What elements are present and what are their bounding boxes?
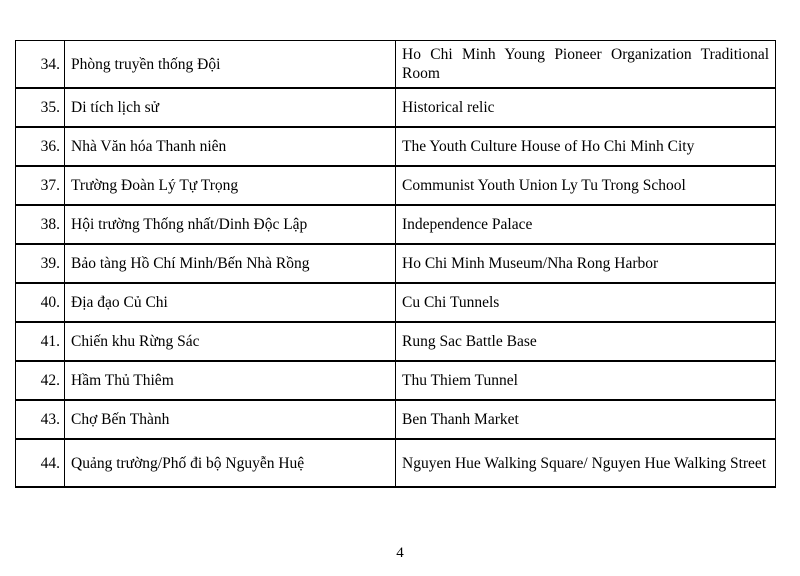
table-row bbox=[16, 283, 776, 322]
row-number: 44. bbox=[16, 439, 65, 487]
row-number: 34. bbox=[16, 41, 65, 89]
row-number: 38. bbox=[16, 205, 65, 244]
page-number: 4 bbox=[396, 545, 404, 561]
vietnamese-term: Chợ Bến Thành bbox=[65, 400, 396, 439]
table-row bbox=[16, 205, 776, 244]
row-number: 42. bbox=[16, 361, 65, 400]
table-row bbox=[16, 127, 776, 166]
english-term: Independence Palace bbox=[396, 205, 776, 244]
vietnamese-term: Nhà Văn hóa Thanh niên bbox=[65, 127, 396, 166]
table-row bbox=[16, 88, 776, 127]
table-row bbox=[16, 244, 776, 283]
vietnamese-term: Bảo tàng Hồ Chí Minh/Bến Nhà Rồng bbox=[65, 244, 396, 283]
english-term: Nguyen Hue Walking Square/ Nguyen Hue Walking Street bbox=[396, 439, 776, 487]
table-row bbox=[16, 361, 776, 400]
english-term: Ho Chi Minh Museum/Nha Rong Harbor bbox=[396, 244, 776, 283]
row-number: 41. bbox=[16, 322, 65, 361]
english-term: Ho Chi Minh Young Pioneer Organization Traditional Room bbox=[396, 41, 776, 89]
english-term: Historical relic bbox=[396, 88, 776, 127]
table-row bbox=[16, 41, 776, 89]
english-term: Ben Thanh Market bbox=[396, 400, 776, 439]
vietnamese-term: Di tích lịch sử bbox=[65, 88, 396, 127]
row-number: 35. bbox=[16, 88, 65, 127]
table-row bbox=[16, 166, 776, 205]
vietnamese-term: Hầm Thủ Thiêm bbox=[65, 361, 396, 400]
vietnamese-term: Chiến khu Rừng Sác bbox=[65, 322, 396, 361]
vietnamese-term: Trường Đoàn Lý Tự Trọng bbox=[65, 166, 396, 205]
row-number: 37. bbox=[16, 166, 65, 205]
vietnamese-term: Phòng truyền thống Đội bbox=[65, 41, 396, 89]
english-term: Thu Thiem Tunnel bbox=[396, 361, 776, 400]
vietnamese-term: Hội trường Thống nhất/Dinh Độc Lập bbox=[65, 205, 396, 244]
table-row bbox=[16, 322, 776, 361]
english-term: Rung Sac Battle Base bbox=[396, 322, 776, 361]
row-number: 40. bbox=[16, 283, 65, 322]
terms-table bbox=[15, 40, 776, 488]
row-number: 39. bbox=[16, 244, 65, 283]
vietnamese-term: Địa đạo Củ Chi bbox=[65, 283, 396, 322]
row-number: 43. bbox=[16, 400, 65, 439]
row-number: 36. bbox=[16, 127, 65, 166]
table-row bbox=[16, 400, 776, 439]
english-term: Communist Youth Union Ly Tu Trong School bbox=[396, 166, 776, 205]
english-term: The Youth Culture House of Ho Chi Minh City bbox=[396, 127, 776, 166]
english-term: Cu Chi Tunnels bbox=[396, 283, 776, 322]
table-row bbox=[16, 439, 776, 487]
vietnamese-term: Quảng trường/Phố đi bộ Nguyễn Huệ bbox=[65, 439, 396, 487]
